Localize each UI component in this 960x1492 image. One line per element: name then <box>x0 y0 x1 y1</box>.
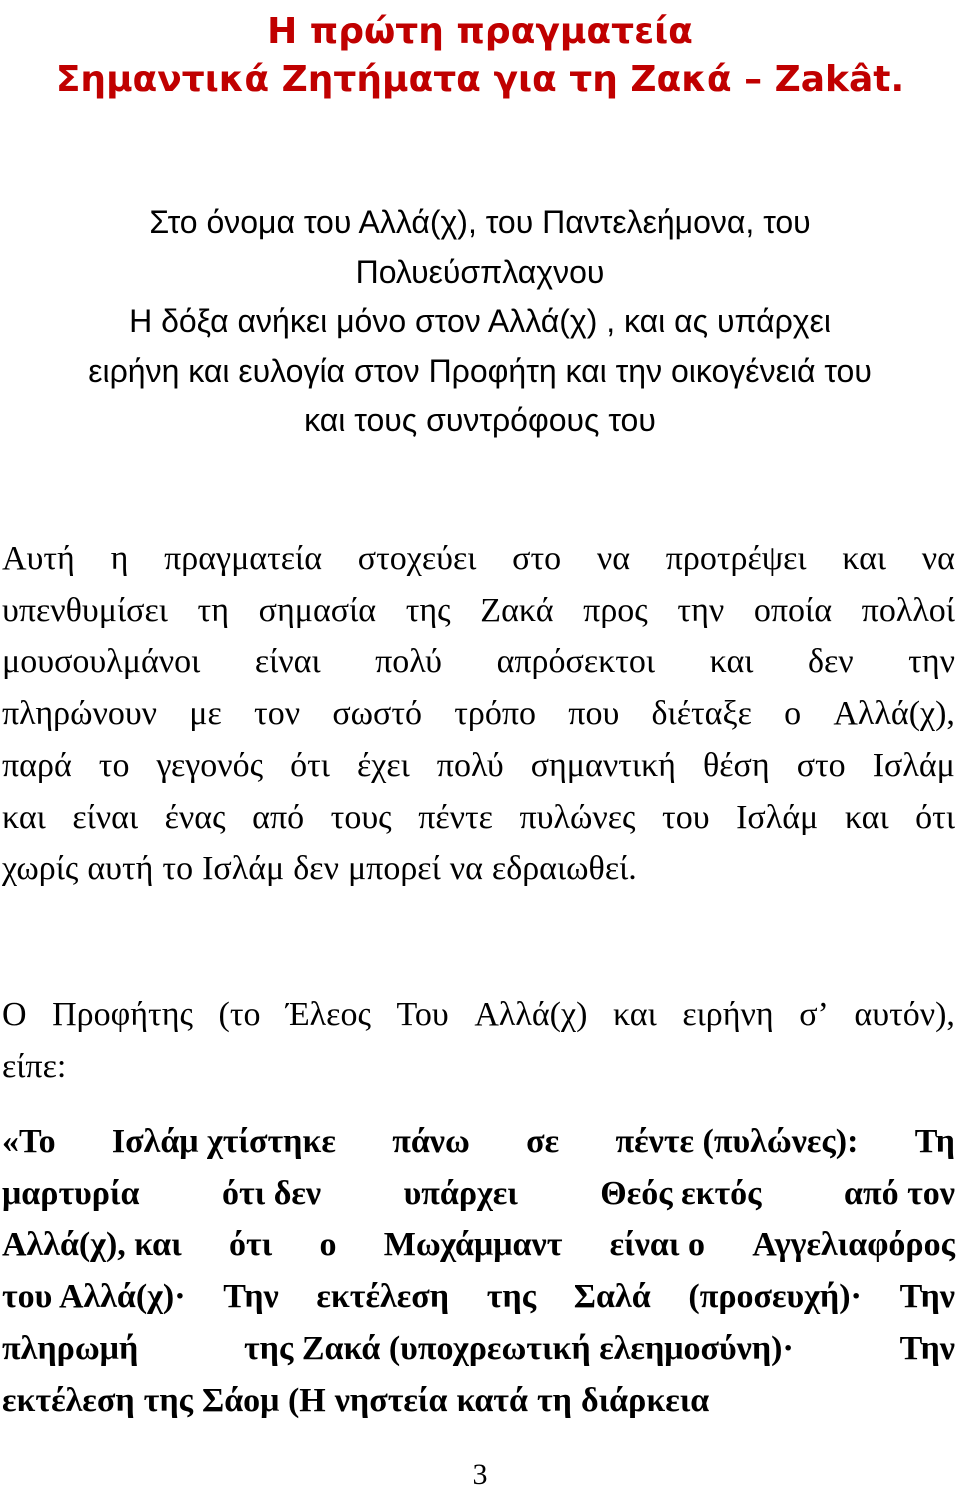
word: πληρώνουν <box>2 695 158 733</box>
word: του Αλλά(χ)· <box>2 1278 186 1316</box>
prophet-said-paragraph <box>2 989 955 1092</box>
word: πληρωμή <box>2 1329 139 1367</box>
intro-line <box>2 792 955 844</box>
word: το <box>162 850 194 888</box>
word: στο <box>512 540 562 577</box>
word: να <box>596 540 631 577</box>
intro-line <box>2 843 955 895</box>
page-number: 3 <box>472 1458 488 1491</box>
word: τρόπο <box>454 695 537 733</box>
word: από τον <box>844 1174 955 1212</box>
page-subtitle: Σημαντικά Ζητήματα για τη Ζακά – Zakât. <box>55 59 905 100</box>
word: και <box>844 798 889 836</box>
word: Την <box>899 1329 955 1367</box>
prophet-said-line <box>2 989 955 1041</box>
intro-line <box>2 636 955 688</box>
word: ο <box>784 695 802 733</box>
page-title: Η πρώτη πραγματεία <box>267 11 693 52</box>
word: ότι δεν <box>221 1174 322 1212</box>
word: πυλώνες <box>519 798 636 836</box>
word: με <box>189 695 222 733</box>
word: της <box>405 591 451 629</box>
word: μουσουλμάνοι <box>2 643 201 681</box>
word: σωστό <box>332 695 423 733</box>
word: Έλεος <box>286 996 371 1033</box>
word: εκτέλεση <box>316 1278 450 1316</box>
word: πολύ <box>375 643 443 681</box>
word: είναι <box>72 798 139 836</box>
word: και <box>612 996 657 1033</box>
hadith-line <box>2 1219 955 1271</box>
word: Ζακά <box>480 591 554 629</box>
hadith-line <box>2 1168 955 1220</box>
word: Ισλάμ <box>872 746 955 784</box>
word: εδραιωθεί. <box>491 850 637 888</box>
word: χωρίς <box>2 850 79 888</box>
word: παρά <box>2 746 72 784</box>
word: τον <box>254 695 301 733</box>
word: σημαντική <box>530 746 676 784</box>
word: στο <box>796 746 846 784</box>
word: αυτόν), <box>854 996 955 1033</box>
word: οποία <box>753 591 833 629</box>
word: η <box>110 540 129 577</box>
word: «Το <box>2 1123 56 1160</box>
word: και <box>2 798 46 836</box>
word: είπε: <box>2 1047 67 1085</box>
word: Προφήτης <box>52 996 193 1033</box>
word: είναι <box>254 643 321 681</box>
word: ότι <box>290 746 330 784</box>
word: διέταξε <box>651 695 752 733</box>
word: τη <box>197 591 229 629</box>
word: Ισλάμ <box>736 798 819 836</box>
word: προτρέψει <box>665 540 807 577</box>
word: Αυτή <box>2 540 75 577</box>
word: Την <box>899 1278 955 1316</box>
word: ο <box>319 1226 337 1264</box>
basmala-line: Στο όνομα του Αλλά(χ), του Παντελεήμονα, του <box>149 204 811 240</box>
word: είναι ο <box>609 1226 705 1264</box>
word: μπορεί <box>347 850 441 888</box>
word: σ’ <box>799 996 829 1033</box>
word: να <box>449 850 483 888</box>
intro-line <box>2 585 955 637</box>
word: υπενθυμίσει <box>2 591 168 629</box>
word: του <box>662 798 710 836</box>
hadith-line <box>2 1271 955 1323</box>
word: την <box>908 643 955 681</box>
word: Αλλά(χ), και <box>2 1226 182 1264</box>
word: Του <box>396 996 449 1033</box>
word: και <box>709 643 754 681</box>
word: απρόσεκτοι <box>496 643 656 681</box>
word: πολύ <box>436 746 504 784</box>
word: Ισλάμ χτίστηκε <box>111 1123 336 1160</box>
word: της <box>486 1278 537 1316</box>
word: τους <box>330 798 392 836</box>
word: σημασία <box>258 591 377 629</box>
hadith-line <box>2 1375 955 1427</box>
word: από <box>252 798 305 836</box>
basmala-paragraph <box>0 198 960 446</box>
word: Ο <box>2 996 27 1033</box>
word: Αλλά(χ), <box>833 695 955 733</box>
word: στοχεύει <box>357 540 477 577</box>
word: πραγματεία <box>164 540 323 577</box>
word: μαρτυρία <box>2 1174 140 1212</box>
word: (το <box>218 996 261 1033</box>
word: της <box>143 1381 193 1419</box>
word: ειρήνη <box>682 996 774 1033</box>
word: της Ζακά (υποχρεωτική ελεημοσύνη)· <box>244 1329 794 1367</box>
word: Μωχάμμαντ <box>383 1226 563 1264</box>
word: να <box>921 540 955 577</box>
word: ότι <box>228 1226 273 1264</box>
word: διάρκεια <box>580 1381 710 1419</box>
basmala-line: και τους συντρόφους του <box>304 402 656 438</box>
word: αυτή <box>87 850 154 888</box>
word: δεν <box>807 643 854 681</box>
intro-line <box>2 740 955 792</box>
word: σε <box>526 1123 560 1160</box>
word: τη <box>536 1381 572 1419</box>
word: κατά <box>456 1381 528 1419</box>
word: που <box>568 695 620 733</box>
intro-line <box>2 533 955 585</box>
hadith-paragraph <box>2 1116 955 1426</box>
word: πολλοί <box>861 591 955 629</box>
word: Ισλάμ <box>202 850 285 888</box>
word: Αγγελιαφόρος <box>752 1226 955 1264</box>
word: νηστεία <box>334 1381 448 1419</box>
word: πέντε <box>418 798 493 836</box>
word: Την <box>223 1278 279 1316</box>
intro-paragraph <box>2 533 955 895</box>
intro-line <box>2 688 955 740</box>
word: έχει <box>356 746 410 784</box>
basmala-line: Πολυεύσπλαχνου <box>355 253 605 290</box>
word: ότι <box>915 798 955 836</box>
word: (προσευχή)· <box>688 1278 862 1316</box>
word: το <box>98 746 130 784</box>
word: και <box>842 540 887 577</box>
basmala-line: Η δόξα ανήκει μόνο στον Αλλά(χ) , και ας υπάρχει <box>129 303 831 339</box>
word: την <box>677 591 725 629</box>
word: ένας <box>164 798 226 836</box>
word: Σαλά <box>573 1278 651 1316</box>
word: Θεός εκτός <box>600 1174 762 1212</box>
hadith-line <box>2 1323 955 1375</box>
word: δεν <box>293 850 339 888</box>
word: Τη <box>914 1123 955 1160</box>
word: γεγονός <box>156 746 264 784</box>
word: πάνω <box>392 1123 470 1160</box>
word: εκτέλεση <box>2 1381 135 1419</box>
word: Αλλά(χ) <box>474 996 588 1033</box>
prophet-said-line <box>2 1041 955 1093</box>
basmala-line: ειρήνη και ευλογία στον Προφήτη και την οικογένειά του <box>88 352 872 389</box>
word: θέση <box>702 746 770 784</box>
word: Σάομ (Η <box>201 1381 326 1419</box>
word: πέντε (πυλώνες): <box>615 1123 859 1160</box>
hadith-line <box>2 1116 955 1168</box>
word: προς <box>583 591 648 629</box>
word: υπάρχει <box>403 1174 518 1212</box>
